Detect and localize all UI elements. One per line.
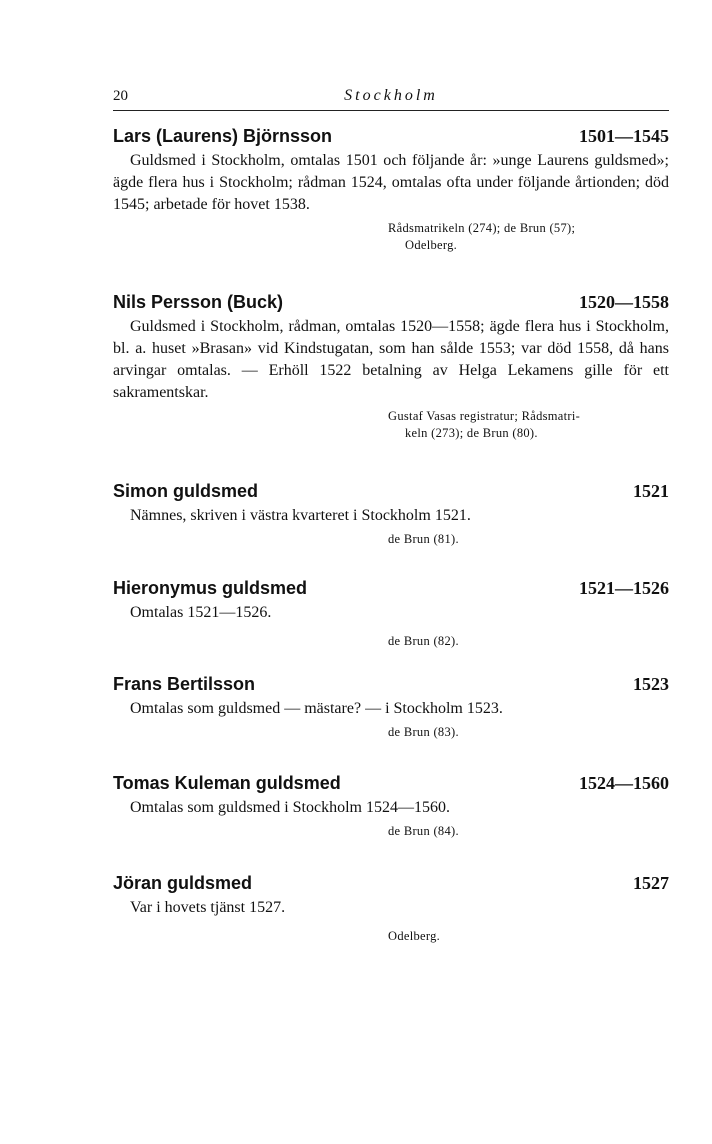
source-line: keln (273); de Brun (80).	[405, 426, 538, 440]
entry-name: Nils Persson (Buck)	[113, 292, 284, 312]
entry-source	[388, 408, 673, 442]
entry-source	[388, 823, 673, 840]
source-line: Odelberg.	[388, 929, 441, 943]
entry-name: Frans Bertilsson	[113, 674, 256, 694]
source-line: de Brun (81).	[388, 532, 459, 546]
source-line: Odelberg.	[405, 238, 458, 252]
source-line: de Brun (84).	[388, 824, 459, 838]
entry-simon	[113, 481, 669, 548]
entry-source	[388, 928, 673, 945]
entry-text: Omtalas 1521—1526.	[130, 604, 272, 621]
entry-years: 1521	[633, 481, 669, 501]
page-number: 20	[113, 88, 128, 104]
entry-heading	[113, 674, 669, 698]
entry-name: Tomas Kuleman guldsmed	[113, 773, 341, 793]
entry-text: Var i hovets tjänst 1527.	[130, 899, 286, 916]
entry-tomas-kuleman	[113, 773, 669, 840]
page-header	[113, 86, 669, 111]
entry-lars-bjornsson	[113, 126, 669, 254]
source-line: de Brun (83).	[388, 725, 459, 739]
source-line: Gustaf Vasas registratur; Rådsmatri-	[388, 409, 581, 423]
entry-text: Omtalas som guldsmed — mästare? — i Stockholm 1523.	[130, 700, 503, 717]
entry-heading	[113, 773, 669, 797]
entry-source	[388, 633, 673, 650]
entry-years: 1521—1526	[579, 578, 669, 598]
entry-name: Simon guldsmed	[113, 481, 259, 501]
source-line: Rådsmatrikeln (274); de Brun (57);	[388, 221, 576, 235]
entry-text: Guldsmed i Stockholm, omtalas 1501 och följande år: »unge Laurens guldsmed»; ägde flera hus i Stockholm; rådman 1524, omtalas ofta under följande årtionden; död 1545; arbetade för hovet 1538.	[113, 152, 669, 213]
entry-source	[388, 531, 673, 548]
entry-source	[388, 724, 673, 741]
entry-heading	[113, 481, 669, 505]
entry-source	[388, 220, 673, 254]
entry-name: Lars (Laurens) Björnsson	[113, 126, 333, 146]
entry-years: 1501—1545	[579, 126, 669, 146]
running-title: Stockholm	[344, 87, 438, 104]
entry-hieronymus	[113, 578, 669, 650]
entry-frans-bertilsson	[113, 674, 669, 741]
entry-heading	[113, 292, 669, 316]
entry-name: Jöran guldsmed	[113, 873, 253, 893]
entry-heading	[113, 873, 669, 897]
entry-years: 1527	[633, 873, 669, 893]
entry-text: Guldsmed i Stockholm, rådman, omtalas 1520—1558; ägde flera hus i Stockholm, bl. a. huset »Brasan» vid Kindstugatan, som han sålde 1553; var död 1558, då hans arvingar omtalas. — Erhöll 1522 betalning av Helga Lekamens gille för ett sakramentskar.	[113, 318, 669, 401]
entry-joran	[113, 873, 669, 945]
entry-years: 1524—1560	[579, 773, 669, 793]
entry-nils-persson	[113, 292, 669, 442]
entry-text: Nämnes, skriven i västra kvarteret i Stockholm 1521.	[130, 507, 471, 524]
entry-text: Omtalas som guldsmed i Stockholm 1524—1560.	[130, 799, 450, 816]
entry-years: 1520—1558	[579, 292, 669, 312]
entry-name: Hieronymus guldsmed	[113, 578, 308, 598]
source-line: de Brun (82).	[388, 634, 459, 648]
entry-years: 1523	[633, 674, 669, 694]
entry-heading	[113, 578, 669, 602]
entry-heading	[113, 126, 669, 150]
